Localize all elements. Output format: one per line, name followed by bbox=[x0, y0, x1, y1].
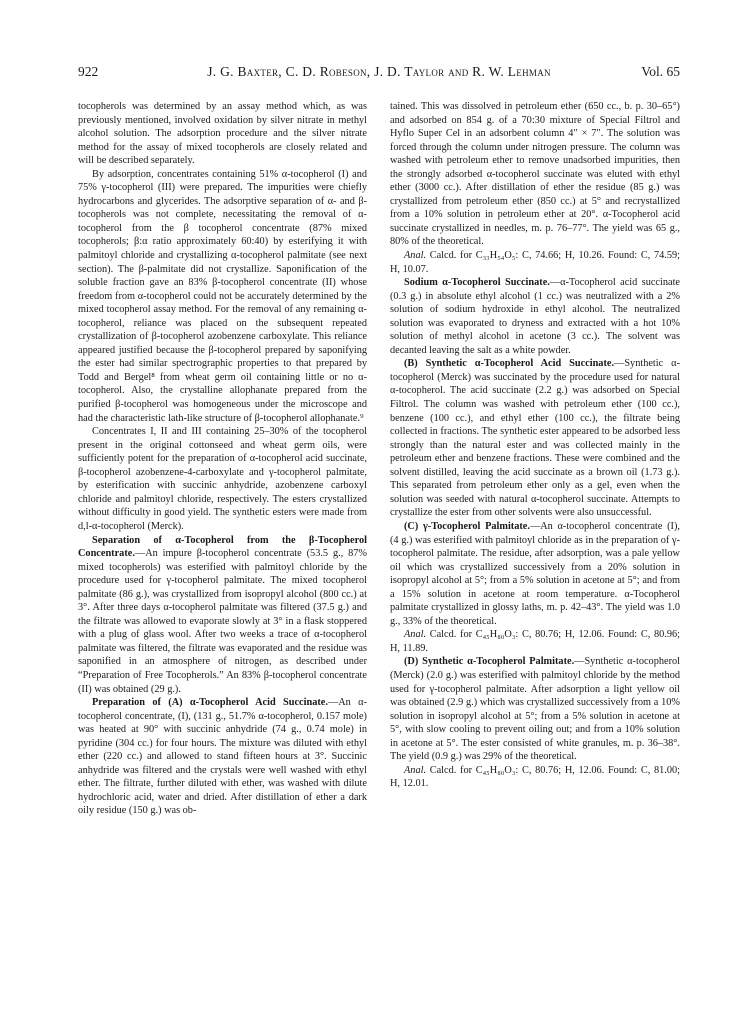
page-number: 922 bbox=[78, 64, 99, 79]
analysis-text: Calcd. for C₄₅H₈₀O₃: C, 80.76; H, 12.06. Found: C, 80.96; H, 11.89. bbox=[390, 629, 680, 654]
paragraph: Concentrates I, II and III containing 25–30% of the tocopherol present in the original cottonseed and wheat germ oils, were sufficiently potent for the preparation of α-tocopherol acid succinate, β-tocopherol azobenzene-4-carboxylate and γ-tocopherol palmitate, by esterification with succinic anhydride, azobenzene carboxyl chloride and palmitoyl chloride, respectively. The esters crystallized without difficulty in good yield. The synthetic esters were made from d,l-α-tocopherol (Merck). bbox=[78, 426, 367, 532]
analysis-label: Anal. bbox=[404, 629, 427, 641]
paragraph: tocopherols was determined by an assay method which, as was previously mentioned, involved oxidation by silver nitrate in methyl alcohol solution. The adsorption procedure and the silver nitrate method for the assay of mixed tocopherols are closely related and will be described separately. bbox=[78, 101, 367, 167]
section-paragraph bbox=[390, 655, 680, 763]
section-paragraph bbox=[78, 534, 367, 697]
analysis-line bbox=[390, 249, 680, 276]
analysis-text: Calcd. for C₃₃H₅₄O₅: C, 74.66; H, 10.26. Found: C, 74.59; H, 10.07. bbox=[390, 250, 680, 275]
section-body: —An α-tocopherol concentrate (I), (4 g.) was esterified with palmitoyl chloride as in the preparation of γ-tocopherol palmitate. The residue, after adsorption, was a pale yellow oil which was crystallized successively from a 20% solution in isopropyl alcohol at 5°; from a 5% solution in acetone at 5°; and from a 15% solution in acetone at room temperature. α-Tocopherol palmitate crystallized in glossy laths, m. p. 42–43°. The yield was 1.0 g., 33% of the theoretical. bbox=[390, 520, 680, 627]
paragraph: tained. This was dissolved in petroleum ether (650 cc., b. p. 30–65°) and adsorbed on 854 g. of a 70:30 mixture of Special Filtrol and Hyflo Super Cel in an adsorbent column 4″ × 7″. The solution was forced through the column under nitrogen pressure. The column was washed with petroleum ether to remove unadsorbed impurities, then the strongly adsorbed α-tocopherol succinate was eluted with ethyl ether (3000 cc.). After distillation of ether the residue (85 g.) was crystallized from petroleum ether (850 cc.) at 5° and recrystallized from a 10% solution in petroleum ether at 20°. α-Tocopherol acid succinate crystallized in needles, m. p. 76–77°. The yield was 65 g., 80% of the theoretical. bbox=[390, 101, 680, 248]
right-column bbox=[390, 100, 680, 791]
section-body: —An α-tocopherol concentrate, (I), (131 g., 51.7% α-tocopherol, 0.157 mole) was heated at 90° with succinic anhydride (74 g., 0.74 mole) in pyridine (304 cc.) for four hours. The mixture was diluted with ethyl ether (220 cc.) and allowed to stand fifteen hours at 3°. Succinic anhydride was filtered and the crystals were well washed with ethyl ether. The filtrate, further diluted with ether, was washed with dilute hydrochloric acid, water and dried. After distillation of ether a dark oily residue (150 g.) was ob- bbox=[78, 697, 367, 817]
analysis-label: Anal. bbox=[404, 250, 427, 262]
paragraph: By adsorption, concentrates containing 51% α-tocopherol (I) and 75% γ-tocopherol (III) were prepared. The impurities were chiefly hydrocarbons and glycerides. The adsorptive separation of α- and β-tocopherols was not complete, necessitating the removal of α-tocopherol from the β tocopherol concentrate (87% mixed tocopherols; β:α ratio approximately 60:40) by esterifying it with palmitoyl chloride and crystallizing α-tocopherol palmitate (see next section). The β-palmitate did not crystallize. Saponification of the soluble fraction gave an 83% β-tocopherol concentrate (II) whose freedom from α-tocopherol could not be accurately determined by the mixed tocopherol assay method. For the removal of any remaining α-tocopherol, reliance was placed on the subsequent repeated crystallization of β-tocopherol azobenzene carboxylate. This reliance appeared justified because the β-tocopherol prepared by saponifying the ester had similar spectrographic properties to that prepared by Todd and Bergel⁸ from wheat germ oil containing little or no α-tocopherol. Also, the crystalline allophanate prepared from the purified β-tocopherol was homogeneous under the microscope and had the characteristic lath-like structure of β-tocopherol allophanate.⁹ bbox=[78, 168, 367, 424]
section-paragraph bbox=[390, 520, 680, 628]
section-heading: (D) Synthetic α-Tocopherol Palmitate. bbox=[404, 656, 575, 668]
running-authors: J. G. Baxter, C. D. Robeson, J. D. Taylor and R. W. Lehman bbox=[207, 64, 551, 79]
analysis-text: Calcd. for C₄₅H₈₀O₃: C, 80.76; H, 12.06. Found: C, 81.00; H, 12.01. bbox=[390, 764, 680, 790]
volume-label: Vol. 65 bbox=[641, 64, 680, 79]
section-paragraph bbox=[390, 357, 680, 520]
section-body: —Synthetic α-tocopherol (Merck) was succinated by the procedure used for natural α-tocopherol. The acid succinate (2.2 g.) was adsorbed on Special Filtrol. The column was washed with petroleum ether (100 cc.), benzene (100 cc.), and ethyl ether (100 cc.), the filtrate being collected in fractions. The synthetic ester appeared to be adsorbed less strongly than the natural ester and was collected mainly in the petroleum ether and benzene fractions. These were combined and the solvent distilled, leaving the acid succinate as a brown oil (1.73 g.). This separated from petroleum ether only as a gel, even when the solution was seeded with natural α-tocopherol succinate. Attempts to crystallize the ester from other solvents were also unsuccessful. bbox=[390, 358, 680, 519]
section-heading: Sodium α-Tocopherol Succinate. bbox=[404, 277, 550, 289]
section-heading: Separation of α-Tocopherol from the β-Tocopherol Concentrate. bbox=[78, 534, 367, 560]
section-paragraph bbox=[390, 276, 680, 357]
section-heading: Preparation of (A) α-Tocopherol Acid Succinate. bbox=[92, 697, 328, 709]
page-header bbox=[78, 64, 680, 84]
left-column bbox=[78, 100, 367, 818]
section-body: —Synthetic α-tocopherol (Merck) (2.0 g.) was esterified with palmitoyl chloride by the method used for γ-tocopherol palmitate. After adsorption a light yellow oil was obtained (2.9 g.) which was crystallized successively from a 10% solution in isopropyl alcohol at 5°; from a 5% solution in acetone at 5°, with slow cooling to prevent oiling out; and from a 10% solution in acetone at 5°. The ester consisted of white granules, m. p. 36–38°. The yield (0.9 g.) was 29% of the theoretical. bbox=[390, 656, 681, 763]
section-body: —α-Tocopherol acid succinate (0.3 g.) in absolute ethyl alcohol (1 cc.) was neutralized with a 2% solution of sodium hydroxide in ethyl alcohol. The neutralized solution was evaporated to dryness and extracted with a hot 10% solution of methyl alcohol in acetone (3 cc.). The solvent was decanted leaving the salt as a white powder. bbox=[390, 277, 681, 356]
analysis-line bbox=[390, 764, 680, 791]
section-heading: (B) Synthetic α-Tocopherol Acid Succinate. bbox=[404, 358, 615, 370]
analysis-label: Anal. bbox=[404, 764, 427, 776]
analysis-line bbox=[390, 628, 680, 655]
section-paragraph bbox=[78, 696, 367, 818]
section-body: —An impure β-tocopherol concentrate (53.5 g., 87% mixed tocopherols) was esterified with palmitoyl chloride by the procedure used for γ-tocopherol palmitate. The mixed tocopherol palmitate (86 g.), was crystallized from isopropyl alcohol (800 cc.) at 3°. After three days α-tocopherol palmitate was filtered (37.5 g.) and the filtrate was allowed to evaporate slowly at 3° in a flask stoppered with a plug of glass wool. After two weeks a trace of α-tocopherol palmitate was filtered, the filtrate was evaporated and the residue was saponified in an atmosphere of nitrogen, as described under “Preparation of Free Tocopherols.” An 83% β-tocopherol concentrate (II) was obtained (29 g.). bbox=[78, 548, 367, 695]
section-heading: (C) γ-Tocopherol Palmitate. bbox=[404, 520, 530, 532]
